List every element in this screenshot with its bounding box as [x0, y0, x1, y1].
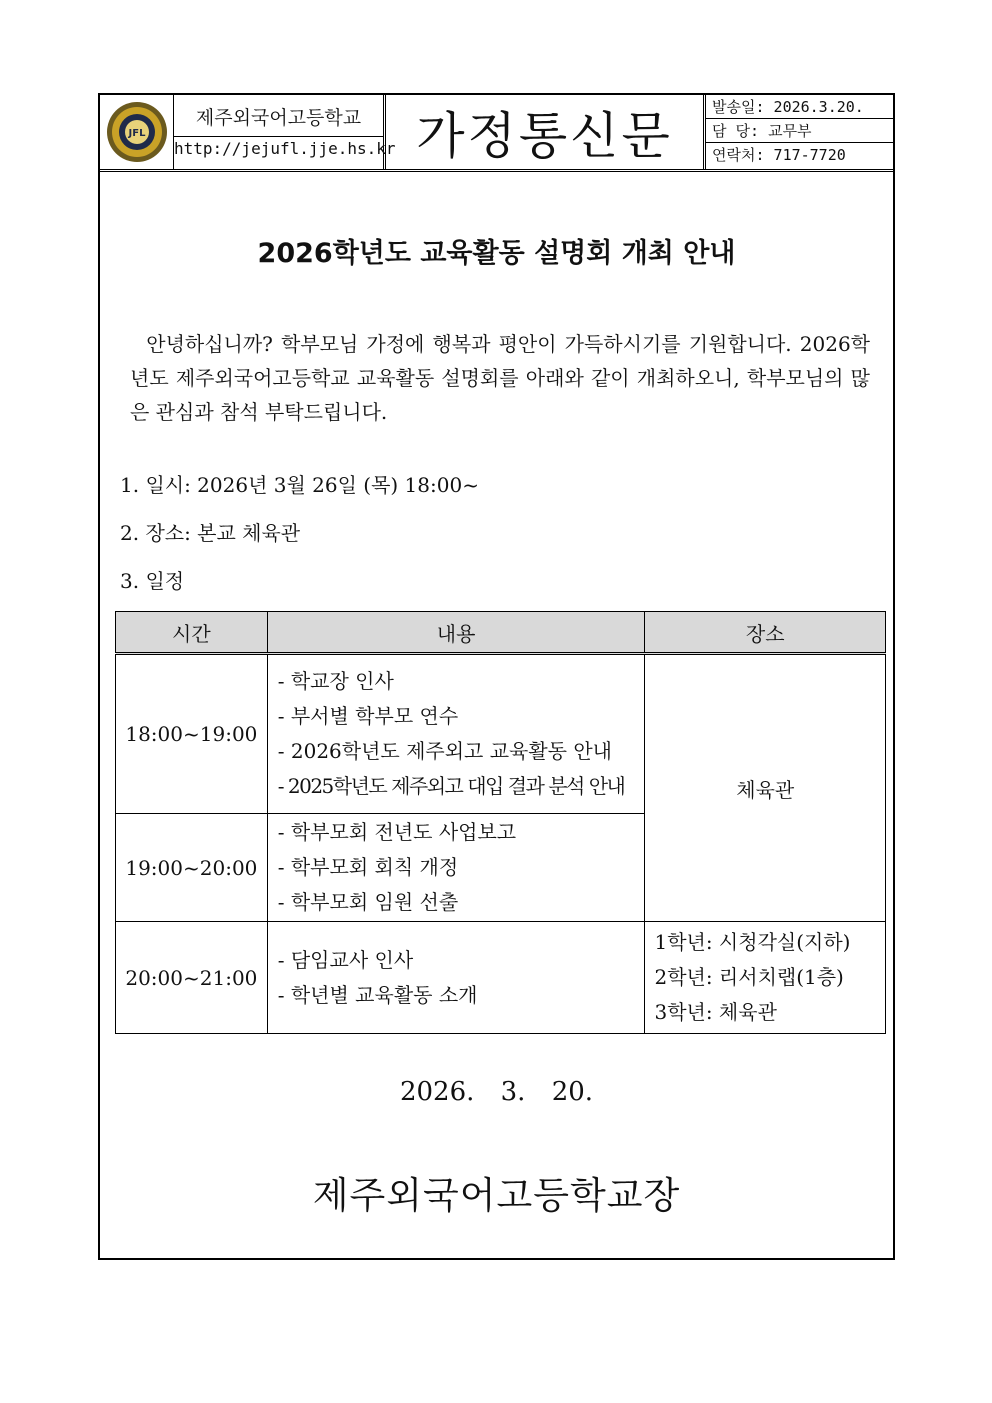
item-venue: 2. 장소: 본교 체육관 [120, 521, 301, 545]
issue-date: 발송일: 2026.3.20. [706, 95, 893, 119]
table-row [116, 654, 886, 814]
list-item: - 부서별 학부모 연수 [277, 704, 459, 728]
list-item: - 2026학년도 제주외고 교육활동 안내 [277, 739, 612, 763]
intro-paragraph [130, 327, 870, 429]
time-cell: 20:00~21:00 [116, 922, 268, 1034]
content-cell [267, 654, 645, 814]
list-item: - 학년별 교육활동 소개 [277, 982, 478, 1007]
list-item: 3학년: 체육관 [654, 1000, 777, 1024]
issue-date-footer: 2026. 3. 20. [399, 1077, 594, 1107]
document-title: 2026학년도 교육활동 설명회 개최 안내 [257, 238, 736, 269]
list-item: - 학교장 인사 [277, 669, 394, 693]
school-url-link[interactable]: http://jejufl.jje.hs.kr [174, 139, 396, 158]
department: 담 당: 교무부 [706, 119, 893, 143]
item-datetime: 1. 일시: 2026년 3월 26일 (목) 18:00~ [120, 473, 479, 497]
table-header-row [116, 612, 886, 654]
school-name: 제주외국어고등학교 [174, 103, 383, 137]
header-content: 내용 [267, 612, 645, 654]
school-emblem-text: JFL [128, 128, 145, 139]
place-cell: 체육관 [645, 654, 886, 922]
content-cell [267, 922, 645, 1034]
content-cell [267, 814, 645, 922]
time-cell: 18:00~19:00 [116, 654, 268, 814]
list-item: - 학부모회 회칙 개정 [277, 855, 459, 879]
school-emblem-icon [106, 101, 168, 163]
list-item: - 2025학년도 제주외고 대입 결과 분석 안내 [277, 774, 625, 798]
header-place: 장소 [645, 612, 886, 654]
time-cell: 19:00~20:00 [116, 814, 268, 922]
issue-info-cell [706, 95, 893, 169]
school-info-cell [174, 95, 396, 169]
schedule-table [115, 611, 886, 1034]
contact-number: 연락처: 717-7720 [712, 146, 846, 164]
table-row [116, 922, 886, 1034]
newsletter-frame [98, 93, 895, 1260]
newsletter-title: 가정통신문 [386, 95, 706, 169]
intro-text: 안녕하십니까? 학부모님 가정에 행복과 평안이 가득하시기를 기원합니다. 2026학년도 제주외국어고등학교 교육활동 설명회를 아래와 같이 개최하오니, 학부모님의 많은 관심과 참석 부탁드립니다. [130, 332, 870, 424]
header-time: 시간 [116, 612, 268, 654]
list-item: - 담임교사 인사 [277, 947, 414, 972]
newsletter-header [100, 95, 893, 172]
list-item: - 학부모회 임원 선출 [277, 890, 459, 914]
school-logo-cell [100, 95, 174, 169]
principal-signature: 제주외국어고등학교장 [312, 1174, 681, 1217]
place-cell [645, 922, 886, 1034]
list-item: 2학년: 리서치랩(1층) [654, 965, 844, 989]
list-item: - 학부모회 전년도 사업보고 [277, 820, 517, 844]
item-schedule-heading: 3. 일정 [120, 569, 185, 593]
list-item: 1학년: 시청각실(지하) [654, 930, 851, 954]
